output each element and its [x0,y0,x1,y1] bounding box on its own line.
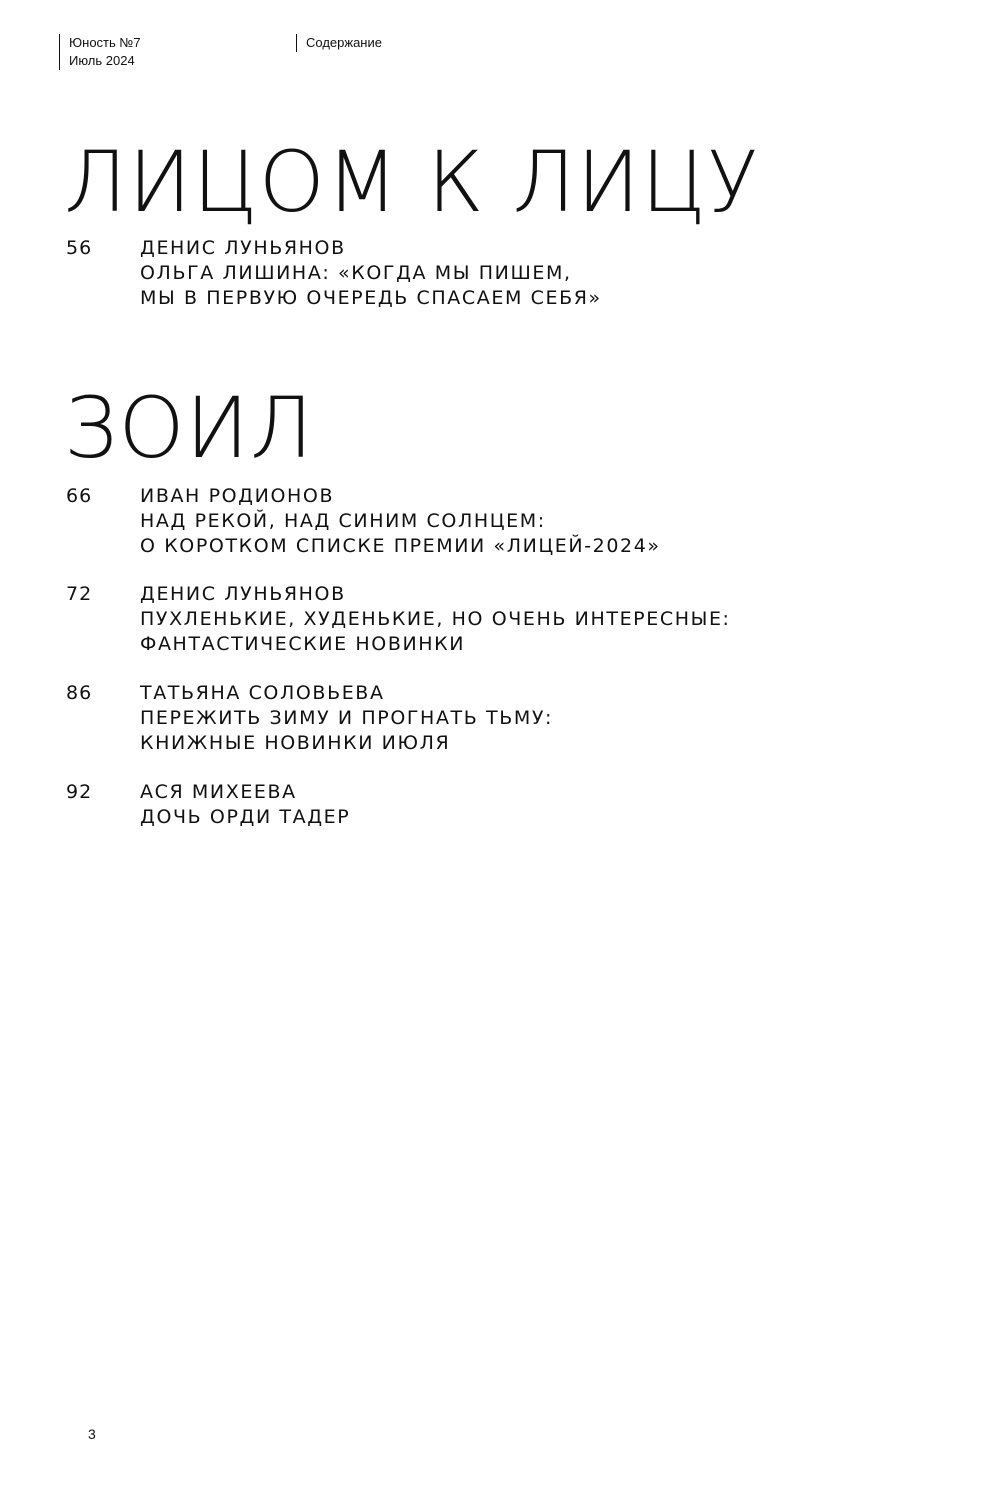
toc-entry-text [140,681,553,756]
toc-title-line: ОЛЬГА ЛИШИНА: «КОГДА МЫ ПИШЕМ, [140,262,572,284]
toc-title-line: ПЕРЕЖИТЬ ЗИМУ И ПРОГНАТЬ ТЬМУ: [140,707,554,729]
toc-author: АСЯ МИХЕЕВА [140,781,297,803]
toc-title-line: ПУХЛЕНЬКИЕ, ХУДЕНЬКИЕ, НО ОЧЕНЬ ИНТЕРЕСНЫЕ: [140,608,731,630]
toc-entry-text [140,780,350,830]
toc-title-line: О КОРОТКОМ СПИСКЕ ПРЕМИИ «ЛИЦЕЙ-2024» [140,535,661,557]
toc-author: ИВАН РОДИОНОВ [140,485,335,507]
toc-entry-text [140,236,602,311]
toc-title-line: КНИЖНЫЕ НОВИНКИ ИЮЛЯ [140,732,451,754]
header-section-block [296,34,382,52]
issue-date: Июль 2024 [69,53,135,68]
magazine-name: Юность №7 [69,35,141,50]
toc-author: ДЕНИС ЛУНЬЯНОВ [140,583,346,605]
section-label: Содержание [306,35,382,50]
toc-title-line: ДОЧЬ ОРДИ ТАДЕР [140,806,351,828]
section-title-zoil: ЗОИЛ [64,379,315,477]
toc-entry-text [140,484,661,559]
toc-page-number: 66 [66,485,93,507]
toc-title-line: ФАНТАСТИЧЕСКИЕ НОВИНКИ [140,633,466,655]
section-title-face-to-face: ЛИЦОМ К ЛИЦУ [64,133,760,231]
toc-entry-text [140,582,731,657]
toc-title-line: НАД РЕКОЙ, НАД СИНИМ СОЛНЦЕМ: [140,510,546,532]
header-issue-block [59,34,141,70]
page-number: 3 [88,1426,96,1442]
toc-author: ТАТЬЯНА СОЛОВЬЕВА [140,682,385,704]
toc-page-number: 86 [66,682,93,704]
toc-page-number: 56 [66,237,93,259]
toc-title-line: МЫ В ПЕРВУЮ ОЧЕРЕДЬ СПАСАЕМ СЕБЯ» [140,287,602,309]
toc-page-number: 72 [66,583,93,605]
toc-author: ДЕНИС ЛУНЬЯНОВ [140,237,346,259]
toc-page-number: 92 [66,781,93,803]
